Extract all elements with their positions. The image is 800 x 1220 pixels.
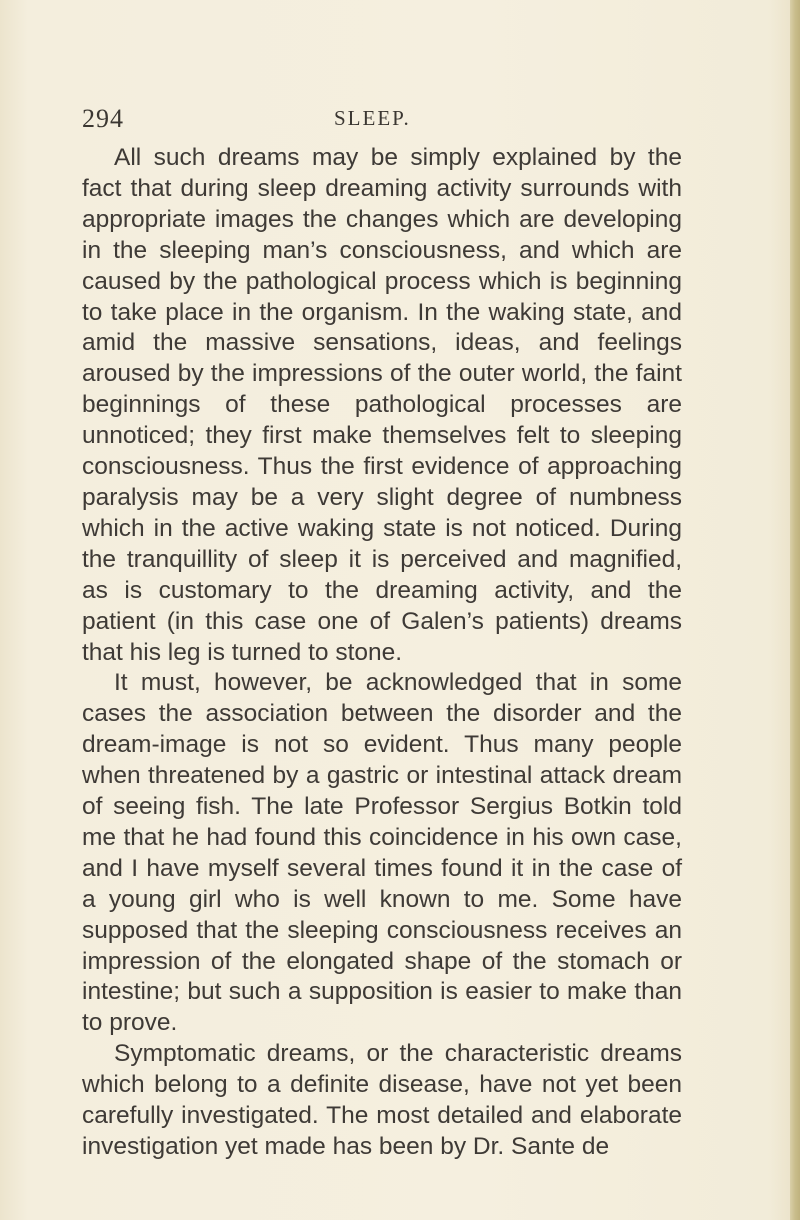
body-text (82, 143, 682, 1163)
paragraph: It must, however, be acknowledged that in some cases the association between the disorder and the dream-image is not so evident. Thus many people when threatened by a gastric or intestinal attack dream of seeing fish. The late Professor Sergius Botkin told me that he had found this coincidence in his own case, and I have myself several times found it in the case of a young girl who is well known to me. Some have supposed that the sleeping consciousness receives an impression of the elongated shape of the stomach or intestine; but such a supposition is easier to make than to prove. (82, 669, 682, 1037)
paragraph: Symptomatic dreams, or the characteristic dreams which belong to a definite disease, have not yet been carefully investigated. The most detailed and elaborate investigation yet made has been by Dr. Sante de (82, 1040, 682, 1160)
paragraph: All such dreams may be simply explained by the fact that during sleep dreaming activity surrounds with appropriate images the changes which are developing in the sleeping man’s consciousness, and which are caused by the pathological process which is beginning to take place in the organism. In the waking state, and amid the massive sensations, ideas, and feelings aroused by the impressions of the outer world, the faint beginnings of these pathological processes are unnoticed; they first make themselves felt to sleeping consciousness. Thus the first evidence of approaching paralysis may be a very slight degree of numbness which in the active waking state is not noticed. During the tranquillity of sleep it is perceived and magnified, as is customary to the dreaming activity, and the patient (in this case one of Galen’s patients) dreams that his leg is turned to stone. (82, 144, 682, 666)
page-header (82, 104, 682, 140)
page-number: 294 (82, 104, 124, 133)
running-head: SLEEP. (334, 106, 411, 130)
page-edge (790, 0, 800, 1220)
